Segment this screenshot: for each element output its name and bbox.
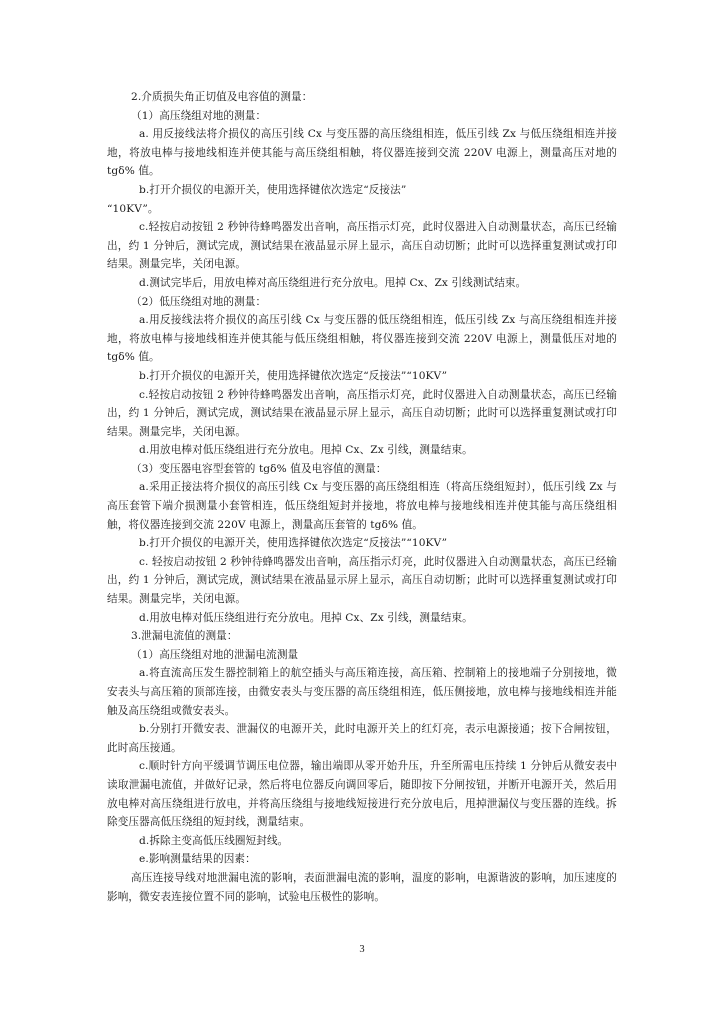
paragraph: “10KV”。 bbox=[107, 202, 159, 215]
paragraph: （3）变压器电容型套管的 tgδ% 值及电容值的测量： bbox=[131, 462, 387, 475]
paragraph: （1）高压绕组对地的泄漏电流测量 bbox=[131, 648, 299, 661]
paragraph: e.影响测量结果的因素： bbox=[139, 853, 256, 866]
paragraph: d.拆除主变高低压线圈短封线。 bbox=[139, 834, 289, 847]
paragraph: c.顺时针方向平缓调节调压电位器，输出端即从零开始升压，升至所需电压持续 1 分钟后从微安表中读取泄漏电流值，并做好记录，然后将电位器反向调回零后，随即按下分闸按钮，并断开电源开关，然后用放电棒对高压绕组进行放电，并将高压绕组与接地线短接进行充分放电后，甩掉泄漏仪与变压器的连线。拆除变压器高低压绕组的短封线，测量结束。 bbox=[107, 760, 617, 829]
paragraph: a.采用正接法将介损仪的高压引线 Cx 与变压器的高压绕组相连（将高压绕组短封），低压引线 Zx 与高压套管下端介损测量小套管相连，低压绕组短封并接地，将放电棒与接地线相连并使其能与高压绕组相触，将仪器连接到交流 220V 电源上，测量高压套管的 tgδ% 值。 bbox=[107, 481, 617, 531]
paragraph: b.打开介损仪的电源开关，使用选择键依次选定“反接法”“10KV” bbox=[139, 537, 448, 550]
paragraph: c. 轻按启动按钮 2 秒钟待蜂鸣器发出音响，高压指示灯亮，此时仪器进入自动测量状态，高压已经输出，约 1 分钟后，测试完成，测试结果在液晶显示屏上显示，高压自动切断；此时可以选择重复测试或打印结果。测量完毕，关闭电源。 bbox=[107, 555, 617, 606]
page-number: 3 bbox=[359, 944, 365, 955]
paragraph: c.轻按启动按钮 2 秒钟待蜂鸣器发出音响，高压指示灯亮，此时仪器进入自动测量状态，高压已经输出，约 1 分钟后，测试完成，测试结果在液晶显示屏上显示，高压自动切断；此时可以选择重复测试或打印结果。测量完毕，关闭电源。 bbox=[107, 221, 617, 271]
paragraph: 2.介质损失角正切值及电容值的测量： bbox=[131, 91, 313, 103]
paragraph: d.测试完毕后，用放电棒对高压绕组进行充分放电。甩掉 Cx、Zx 引线测试结束。 bbox=[139, 276, 527, 289]
paragraph: （1）高压绕组对地的测量： bbox=[131, 109, 267, 122]
paragraph: c.轻按启动按钮 2 秒钟待蜂鸣器发出音响，高压指示灯亮，此时仪器进入自动测量状态，高压已经输出，约 1 分钟后，测试完成，测试结果在液晶显示屏上显示，高压自动切断；此时可以选择重复测试或打印结果。测量完毕，关闭电源。 bbox=[107, 388, 617, 438]
paragraph: a. 用反接线法将介损仪的高压引线 Cx 与变压器的高压绕组相连，低压引线 Zx 与低压绕组相连并接地，将放电棒与接地线相连并使其能与高压绕组相触，将仪器连接到交流 220V 电源上，测量高压对地的 tgδ% 值。 bbox=[107, 128, 617, 178]
paragraph: d.用放电棒对低压绕组进行充分放电。甩掉 Cx、Zx 引线，测量结束。 bbox=[139, 611, 473, 624]
paragraph: b.打开介损仪的电源开关，使用选择键依次选定“反接法” bbox=[139, 183, 407, 196]
paragraph: a.将直流高压发生器控制箱上的航空插头与高压箱连接，高压箱、控制箱上的接地端子分别接地，微安表头与高压箱的顶部连接，由微安表头与变压器的高压绕组相连，低压侧接地，放电棒与接地线相连并能触及高压绕组或微安表头。 bbox=[107, 667, 617, 717]
paragraph: b.分别打开微安表、泄漏仪的电源开关，此时电源开关上的红灯亮，表示电源接通；按下合闸按钮，此时高压接通。 bbox=[107, 723, 617, 754]
paragraph: b.打开介损仪的电源开关，使用选择键依次选定“反接法”“10KV” bbox=[139, 369, 448, 382]
paragraph: 3.泄漏电流值的测量： bbox=[131, 630, 238, 643]
paragraph: a.用反接线法将介损仪的高压引线 Cx 与变压器的低压绕组相连，低压引线 Zx 与高压绕组相连并接地，将放电棒与接地线相连并使其能与低压绕组相触，将仪器连接到交流 220V 电源上，测量低压对地的 tgδ% 值。 bbox=[107, 314, 617, 364]
paragraph: （2）低压绕组对地的测量： bbox=[131, 295, 267, 308]
document-body bbox=[107, 88, 617, 906]
paragraph: d.用放电棒对低压绕组进行充分放电。甩掉 Cx、Zx 引线，测量结束。 bbox=[139, 444, 473, 457]
paragraph: 高压连接导线对地泄漏电流的影响，表面泄漏电流的影响，温度的影响，电源谐波的影响，加压速度的影响，微安表连接位置不同的影响，试验电压极性的影响。 bbox=[107, 871, 617, 903]
